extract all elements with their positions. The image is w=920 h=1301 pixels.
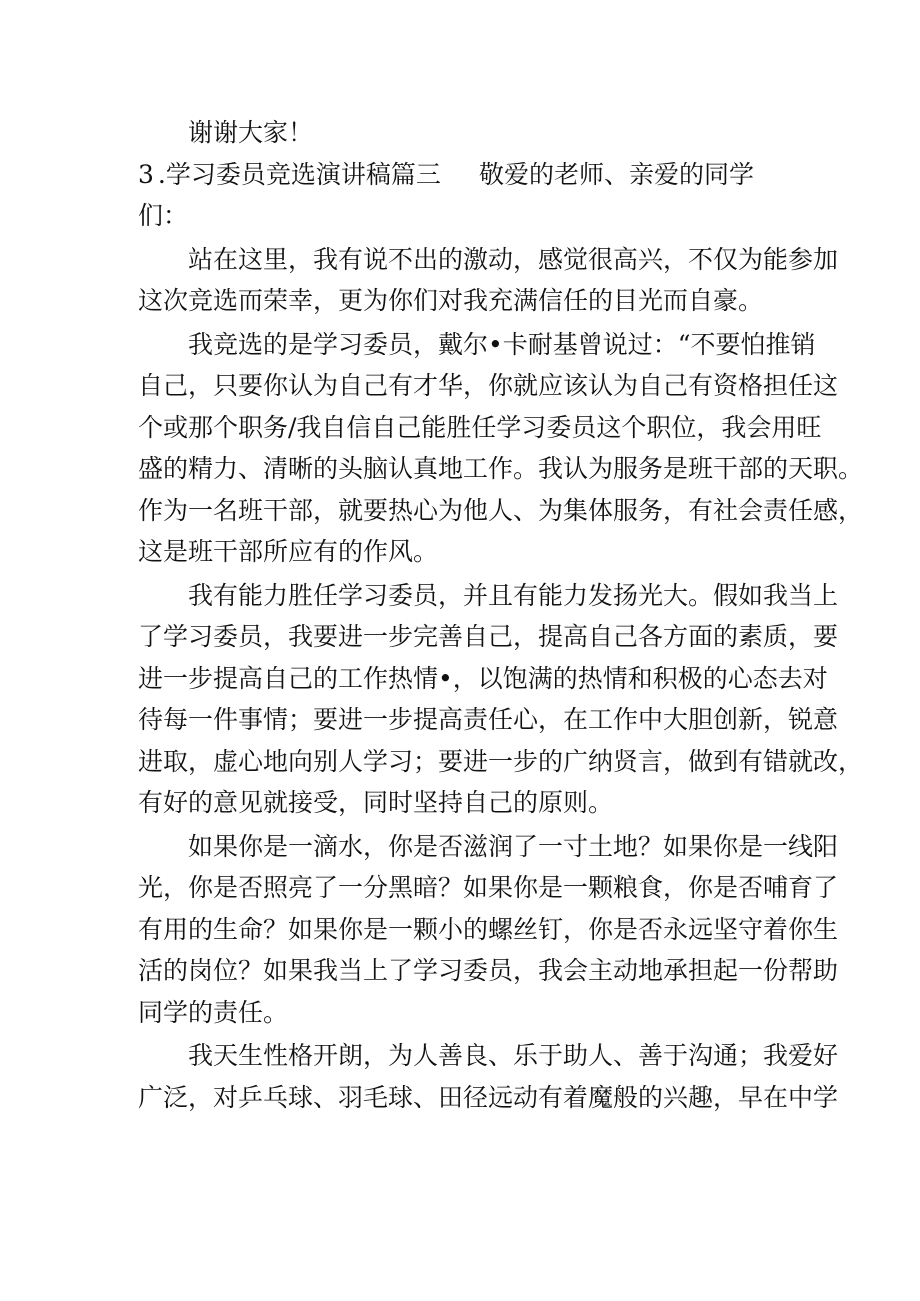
section-greeting: 敬爱的老师、亲爱的同学 (478, 159, 754, 189)
paragraph-line: 广泛，对乒乓球、羽毛球、田径远动有着魔般的兴趣，早在中学 (138, 1082, 839, 1112)
paragraph-line: 同学的责任。 (138, 997, 289, 1027)
paragraph-line: 我有能力胜任学习委员，并且有能力发扬光大。假如我当上 (188, 580, 839, 610)
paragraph-line: 站在这里，我有说不出的激动，感觉很高兴，不仅为能参加 (188, 244, 839, 274)
paragraph-line: 活的岗位？如果我当上了学习委员，我会主动地承担起一份帮助 (138, 956, 839, 985)
section-greeting-continued: 们： (138, 201, 189, 230)
paragraph-line: 待每一件事情；要进一步提高责任心，在工作中大胆创新，锐意 (138, 705, 839, 734)
paragraph (138, 826, 839, 1034)
paragraph-line: 如果你是一滴水，你是否滋润了一寸土地？如果你是一线阳 (188, 831, 839, 861)
paragraph-line: 进一步提高自己的工作热情•，以饱满的热情和积极的心态去对 (138, 663, 828, 693)
paragraph-line: 盛的精力、清晰的头脑认真地工作。我认为服务是班干部的天职。 (138, 454, 864, 483)
paragraph-line: 进取，虚心地向别人学习；要进一步的广纳贤言，做到有错就改， (138, 746, 864, 776)
paragraph-line: 有用的生命？如果你是一颗小的螺丝钉，你是否永远坚守着你生 (138, 914, 839, 944)
paragraph-line: 作为一名班干部，就要热心为他人、为集体服务，有社会责任感， (138, 495, 864, 525)
section-number: 3 (138, 159, 158, 189)
paragraph-line: 这次竞选而荣幸，更为你们对我充满信任的目光而自豪。 (138, 286, 764, 315)
paragraph-line: 我天生性格开朗，为人善良、乐于助人、善于沟通；我爱好 (188, 1041, 839, 1070)
closing-line: 谢谢大家！ (188, 118, 314, 147)
paragraph-line: 光，你是否照亮了一分黑暗？如果你是一颗粮食，你是否哺育了 (138, 873, 839, 902)
section-heading (138, 154, 754, 196)
section-heading-title (138, 154, 441, 196)
paragraph-line: 这是班干部所应有的作风。 (138, 537, 439, 566)
paragraph (138, 239, 839, 322)
section-title: .学习委员竞选演讲稿篇三 (157, 159, 441, 189)
paragraph (138, 324, 864, 573)
paragraph-line: 自己，只要你认为自己有才华，你就应该认为自己有资格担任这 (138, 371, 839, 400)
document-body (138, 112, 864, 1118)
paragraph (138, 575, 864, 824)
paragraph-line: 个或那个职务/我自信自己能胜任学习委员这个职位，我会用旺 (138, 412, 822, 442)
paragraph-line: 有好的意见就接受，同时坚持自己的原则。 (138, 788, 614, 817)
paragraph-line: 了学习委员，我要进一步完善自己，提高自己各方面的素质，要 (138, 622, 839, 651)
paragraph (138, 1035, 839, 1118)
paragraph-line: 我竞选的是学习委员，戴尔•卡耐基曾说过：“不要怕推销 (188, 329, 816, 359)
